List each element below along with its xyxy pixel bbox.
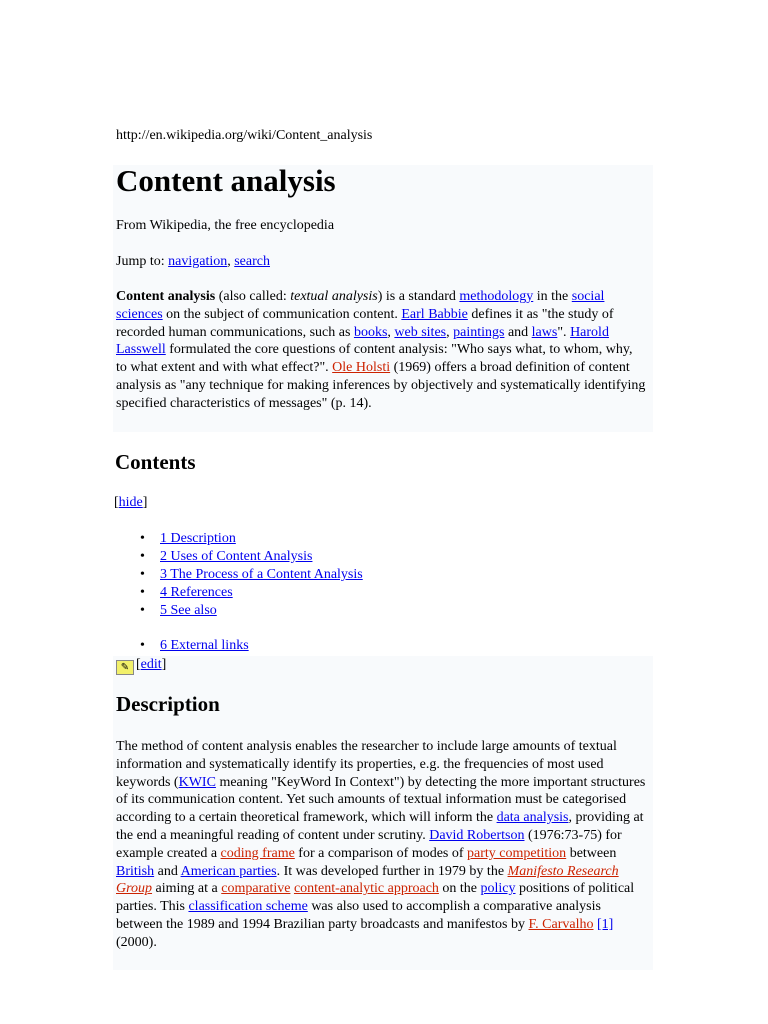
toc-link-references[interactable]: 4 References [160, 585, 233, 600]
ole-holsti-link[interactable]: Ole Holsti [332, 360, 391, 376]
bullet-icon: • [140, 531, 145, 546]
bracket-open: [ [114, 495, 119, 510]
policy-link[interactable]: policy [480, 881, 516, 897]
desc-text: and [154, 863, 181, 879]
toc-item [140, 603, 217, 619]
bullet-icon: • [140, 603, 145, 618]
toc-item [140, 549, 312, 565]
web-sites-link[interactable]: web sites [394, 324, 447, 340]
desc-text: for a comparison of modes of [294, 845, 468, 861]
desc-text: (2000). [116, 934, 157, 950]
desc-text: aiming at a [152, 881, 222, 897]
search-link[interactable]: search [234, 254, 270, 269]
description-heading: Description [116, 692, 220, 716]
desc-text: was also used to accomplish a comparative analysis between the 1989 and 1994 Brazilian party broadcasts and manifestos by [116, 899, 601, 932]
data-analysis-link[interactable]: data analysis [496, 810, 569, 826]
desc-text: The method of content analysis enables the researcher to include large amounts of textual information and systematically identify its properties, e.g. the frequencies of most used keywords ( [116, 739, 617, 790]
bracket-open: [ [136, 657, 141, 672]
british-link[interactable]: British [116, 863, 155, 879]
desc-text: , providing at the end a meaningful reading of content under scrutiny. [116, 810, 644, 843]
toc-item [140, 638, 249, 654]
hide-link[interactable]: hide [118, 495, 143, 510]
intro-text: in the [533, 289, 572, 304]
intro-text: on the subject of communication content. [162, 306, 402, 322]
toc-item [140, 531, 236, 547]
edit-section [116, 657, 166, 675]
edit-link[interactable]: edit [140, 657, 162, 672]
laws-link[interactable]: laws [531, 324, 558, 340]
pencil-icon[interactable]: ✎ [116, 660, 134, 675]
manifesto-research-group-link[interactable]: Manifesto Research Group [116, 863, 619, 897]
bullet-icon: • [140, 638, 145, 653]
intro-text: ". [557, 324, 571, 340]
f-carvalho-link[interactable]: F. Carvalho [528, 916, 594, 932]
toc-link-external-links[interactable]: 6 External links [160, 638, 249, 653]
description-paragraph [116, 738, 646, 952]
page-url: http://en.wikipedia.org/wiki/Content_analysis [116, 128, 373, 143]
methodology-link[interactable]: methodology [459, 289, 534, 304]
jump-comma: , [227, 254, 235, 269]
hide-toggle [114, 495, 147, 511]
page-subtitle: From Wikipedia, the free encyclopedia [116, 218, 335, 233]
intro-text: formulated the core questions of content analysis: "Who says what, to whom, why, to what extent and with what effect?". [116, 342, 633, 376]
american-parties-link[interactable]: American parties [180, 863, 277, 879]
desc-text: meaning "KeyWord In Context") by detecting the more important structures of its communication content. Yet such amounts of textual information must be categorised according to a certain theoretical framework, which will inform the [116, 774, 646, 826]
navigation-link[interactable]: navigation [168, 254, 228, 269]
intro-text: (1969) offers a broad definition of content analysis as "any technique for making inferences by objectively and systematically identifying specified characteristics of messages" (p. 14). [116, 360, 646, 411]
jump-to-bar [116, 254, 270, 270]
paintings-link[interactable]: paintings [453, 324, 505, 340]
bracket-close: ] [161, 657, 167, 672]
desc-text: between [566, 845, 617, 861]
toc-item [140, 585, 233, 601]
bullet-icon: • [140, 585, 145, 600]
toc-link-description[interactable]: 1 Description [160, 531, 236, 546]
intro-term: Content analysis [116, 289, 216, 304]
harold-lasswell-link[interactable]: Harold Lasswell [116, 324, 609, 358]
bullet-icon: • [140, 567, 145, 582]
intro-text: , [446, 324, 454, 340]
content-analytic-approach-link[interactable]: content-analytic approach [293, 881, 439, 897]
page-title: Content analysis [116, 163, 336, 198]
earl-babbie-link[interactable]: Earl Babbie [401, 306, 468, 322]
kwic-link[interactable]: KWIC [178, 774, 216, 790]
coding-frame-link[interactable]: coding frame [220, 845, 295, 861]
comparative-link[interactable]: comparative [221, 881, 291, 897]
reference-1-link[interactable]: [1] [596, 916, 614, 932]
books-link[interactable]: books [353, 324, 388, 340]
intro-text: , [387, 324, 395, 340]
intro-text: and [504, 324, 532, 340]
social-sciences-link[interactable]: social sciences [116, 289, 605, 322]
intro-alt-term: textual analysis [290, 289, 378, 304]
david-robertson-link[interactable]: David Robertson [429, 827, 525, 843]
desc-text: . It was developed further in 1979 by the [276, 863, 508, 879]
contents-heading: Contents [115, 450, 196, 474]
party-competition-link[interactable]: party competition [467, 845, 567, 861]
toc-item [140, 567, 363, 583]
desc-text: positions of political parties. This [116, 881, 635, 915]
desc-text: on the [438, 881, 481, 897]
intro-text: defines it as "the study of recorded human communications, such as [116, 306, 614, 340]
intro-text: ) is a standard [377, 289, 460, 304]
bracket-close: ] [142, 495, 148, 510]
toc-link-see-also[interactable]: 5 See also [160, 603, 217, 618]
desc-text: (1976:73-75) for example created a [116, 827, 622, 861]
intro-text: (also called: [215, 289, 291, 304]
jump-to-label: Jump to: [116, 254, 169, 269]
toc-link-process[interactable]: 3 The Process of a Content Analysis [160, 567, 363, 582]
classification-scheme-link[interactable]: classification scheme [188, 899, 308, 915]
intro-paragraph [116, 288, 646, 413]
toc-link-uses[interactable]: 2 Uses of Content Analysis [160, 549, 313, 564]
bullet-icon: • [140, 549, 145, 564]
